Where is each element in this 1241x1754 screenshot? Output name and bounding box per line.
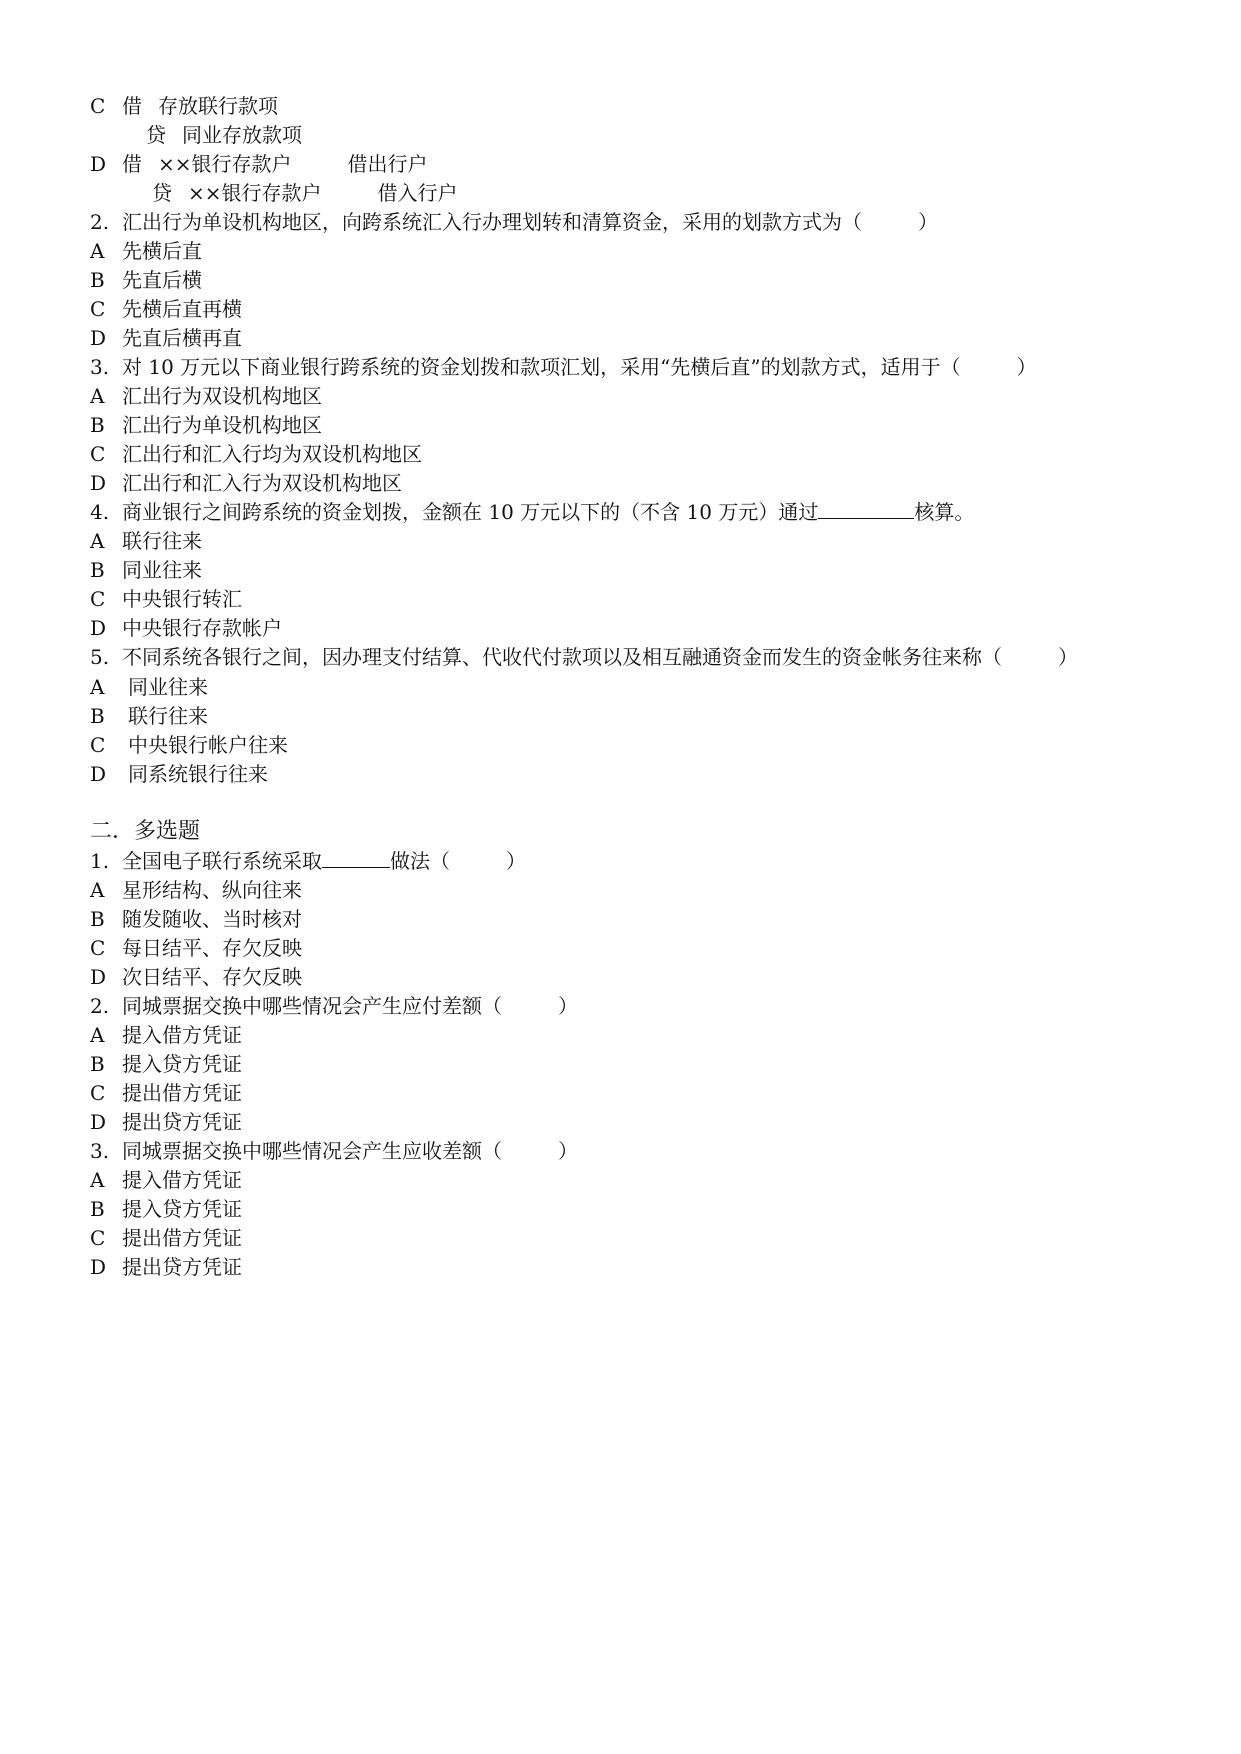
option-line bbox=[90, 1106, 242, 1138]
close-paren: ） bbox=[1058, 645, 1078, 669]
question-text-end: 做法（ bbox=[390, 849, 450, 873]
option-letter: D bbox=[90, 471, 107, 495]
option-line bbox=[90, 1222, 242, 1254]
credit-account: 同业存放款项 bbox=[182, 123, 302, 147]
multi-question-3 bbox=[90, 1135, 578, 1167]
option-text: 汇出行和汇入行为双设机构地区 bbox=[122, 471, 402, 495]
question-3 bbox=[90, 351, 1037, 383]
question-text: 同城票据交换中哪些情况会产生应收差额（ bbox=[122, 1139, 502, 1163]
option-text: 联行往来 bbox=[122, 529, 202, 553]
option-line bbox=[90, 1164, 242, 1196]
option-line bbox=[90, 729, 288, 761]
option-text: 先横后直 bbox=[122, 239, 202, 263]
option-text: 随发随收、当时核对 bbox=[122, 907, 302, 931]
debit-party: 借出行户 bbox=[347, 152, 428, 176]
question-number: 1. bbox=[90, 849, 110, 873]
option-text: 联行往来 bbox=[128, 704, 208, 728]
option-letter: C bbox=[90, 442, 106, 466]
question-number: 3. bbox=[90, 1139, 110, 1163]
close-paren: ） bbox=[1016, 355, 1037, 379]
credit-mark: 贷 bbox=[146, 123, 166, 147]
question-number: 2. bbox=[90, 994, 110, 1018]
option-text: 同业往来 bbox=[122, 558, 202, 582]
option-line bbox=[90, 1019, 242, 1051]
option-text: 中央银行帐户往来 bbox=[128, 733, 288, 757]
option-text: 星形结构、纵向往来 bbox=[122, 878, 302, 902]
option-text: 提入借方凭证 bbox=[122, 1168, 242, 1192]
option-letter: A bbox=[90, 529, 105, 553]
credit-account: ××银行存款户 bbox=[188, 181, 322, 205]
option-letter: D bbox=[90, 965, 107, 989]
option-text: 先横后直再横 bbox=[122, 297, 242, 321]
option-text: 提入贷方凭证 bbox=[122, 1197, 242, 1221]
debit-account: ××银行存款户 bbox=[158, 152, 292, 176]
option-letter: A bbox=[90, 1023, 105, 1047]
option-line bbox=[90, 583, 242, 615]
option-line bbox=[90, 380, 322, 412]
option-text: 提入借方凭证 bbox=[122, 1023, 242, 1047]
option-line bbox=[90, 700, 208, 732]
debit-account: 存放联行款项 bbox=[158, 94, 278, 118]
q1-option-c-debit-line bbox=[90, 90, 278, 122]
option-line bbox=[90, 932, 302, 964]
multi-question-1 bbox=[90, 845, 526, 877]
option-line bbox=[90, 438, 422, 470]
question-text: 汇出行为单设机构地区，向跨系统汇入行办理划转和清算资金，采用的划款方式为（ bbox=[122, 210, 862, 234]
question-text: 商业银行之间跨系统的资金划拨，金额在 10 万元以下的（不含 10 万元）通过 bbox=[122, 500, 819, 524]
option-line bbox=[90, 264, 202, 296]
question-4 bbox=[90, 496, 974, 528]
option-letter: C bbox=[90, 94, 106, 118]
section-heading-multiple-choice: 二．多选题 bbox=[90, 819, 201, 844]
option-text: 先直后横再直 bbox=[122, 326, 242, 350]
option-letter: C bbox=[90, 733, 106, 757]
option-text: 汇出行和汇入行均为双设机构地区 bbox=[122, 442, 422, 466]
option-letter: B bbox=[90, 268, 105, 292]
option-line bbox=[90, 671, 208, 703]
question-number: 4. bbox=[90, 500, 110, 524]
option-letter: C bbox=[90, 587, 106, 611]
option-letter: C bbox=[90, 297, 106, 321]
option-line bbox=[90, 1048, 242, 1080]
credit-party: 借入行户 bbox=[377, 181, 458, 205]
close-paren: ） bbox=[506, 849, 526, 873]
option-line bbox=[90, 1077, 242, 1109]
option-letter: D bbox=[90, 1110, 107, 1134]
option-text: 提出贷方凭证 bbox=[122, 1255, 242, 1279]
option-text: 汇出行为双设机构地区 bbox=[122, 384, 322, 408]
multi-question-2 bbox=[90, 990, 578, 1022]
option-letter: B bbox=[90, 1197, 105, 1221]
option-text: 中央银行存款帐户 bbox=[122, 616, 282, 640]
close-paren: ） bbox=[558, 1139, 578, 1163]
option-text: 提出借方凭证 bbox=[122, 1226, 242, 1250]
option-text: 同业往来 bbox=[128, 675, 208, 699]
option-letter: D bbox=[90, 616, 107, 640]
option-letter: A bbox=[90, 675, 105, 699]
question-number: 5. bbox=[90, 645, 110, 669]
option-line bbox=[90, 293, 242, 325]
fill-in-blank bbox=[818, 496, 914, 519]
option-letter: B bbox=[90, 558, 105, 582]
option-text: 中央银行转汇 bbox=[122, 587, 242, 611]
question-text: 全国电子联行系统采取 bbox=[122, 849, 322, 873]
fill-in-blank bbox=[322, 845, 390, 868]
option-text: 先直后横 bbox=[122, 268, 202, 292]
option-line bbox=[90, 409, 322, 441]
option-line bbox=[90, 554, 202, 586]
question-text: 对 10 万元以下商业银行跨系统的资金划拨和款项汇划，采用“先横后直”的划款方式，适用于（ bbox=[122, 355, 961, 379]
option-letter: D bbox=[90, 1255, 107, 1279]
option-letter: C bbox=[90, 936, 106, 960]
option-line bbox=[90, 612, 282, 644]
option-letter: B bbox=[90, 907, 105, 931]
close-paren: ） bbox=[918, 210, 938, 234]
q1-option-d-credit-line bbox=[152, 177, 458, 209]
option-letter: B bbox=[90, 704, 105, 728]
option-letter: D bbox=[90, 326, 107, 350]
option-letter: C bbox=[90, 1226, 106, 1250]
option-line bbox=[90, 467, 402, 499]
option-line bbox=[90, 1193, 242, 1225]
question-text-end: 核算。 bbox=[914, 500, 975, 524]
debit-mark: 借 bbox=[122, 152, 142, 176]
q1-option-c-credit-line bbox=[146, 119, 302, 151]
option-text: 次日结平、存欠反映 bbox=[122, 965, 302, 989]
option-line bbox=[90, 322, 242, 354]
option-letter: D bbox=[90, 762, 107, 786]
option-line bbox=[90, 961, 302, 993]
question-number: 3. bbox=[90, 355, 110, 379]
option-letter: D bbox=[90, 152, 107, 176]
option-letter: A bbox=[90, 239, 105, 263]
question-text: 不同系统各银行之间，因办理支付结算、代收代付款项以及相互融通资金而发生的资金帐务往来称（ bbox=[122, 645, 1002, 669]
option-letter: A bbox=[90, 1168, 105, 1192]
option-text: 同系统银行往来 bbox=[128, 762, 268, 786]
option-line bbox=[90, 874, 302, 906]
question-2 bbox=[90, 206, 938, 238]
close-paren: ） bbox=[558, 994, 578, 1018]
option-letter: B bbox=[90, 413, 105, 437]
option-line bbox=[90, 758, 268, 790]
option-line bbox=[90, 525, 202, 557]
option-letter: B bbox=[90, 1052, 105, 1076]
option-text: 每日结平、存欠反映 bbox=[122, 936, 302, 960]
option-line bbox=[90, 1251, 242, 1283]
q1-option-d-debit-line bbox=[90, 148, 428, 180]
option-letter: C bbox=[90, 1081, 106, 1105]
option-text: 提出借方凭证 bbox=[122, 1081, 242, 1105]
credit-mark: 贷 bbox=[152, 181, 172, 205]
question-text: 同城票据交换中哪些情况会产生应付差额（ bbox=[122, 994, 502, 1018]
option-letter: A bbox=[90, 878, 105, 902]
question-number: 2. bbox=[90, 210, 110, 234]
option-text: 汇出行为单设机构地区 bbox=[122, 413, 322, 437]
option-line bbox=[90, 903, 302, 935]
debit-mark: 借 bbox=[122, 94, 142, 118]
option-text: 提出贷方凭证 bbox=[122, 1110, 242, 1134]
question-5 bbox=[90, 641, 1078, 673]
option-line bbox=[90, 235, 202, 267]
option-letter: A bbox=[90, 384, 105, 408]
option-text: 提入贷方凭证 bbox=[122, 1052, 242, 1076]
